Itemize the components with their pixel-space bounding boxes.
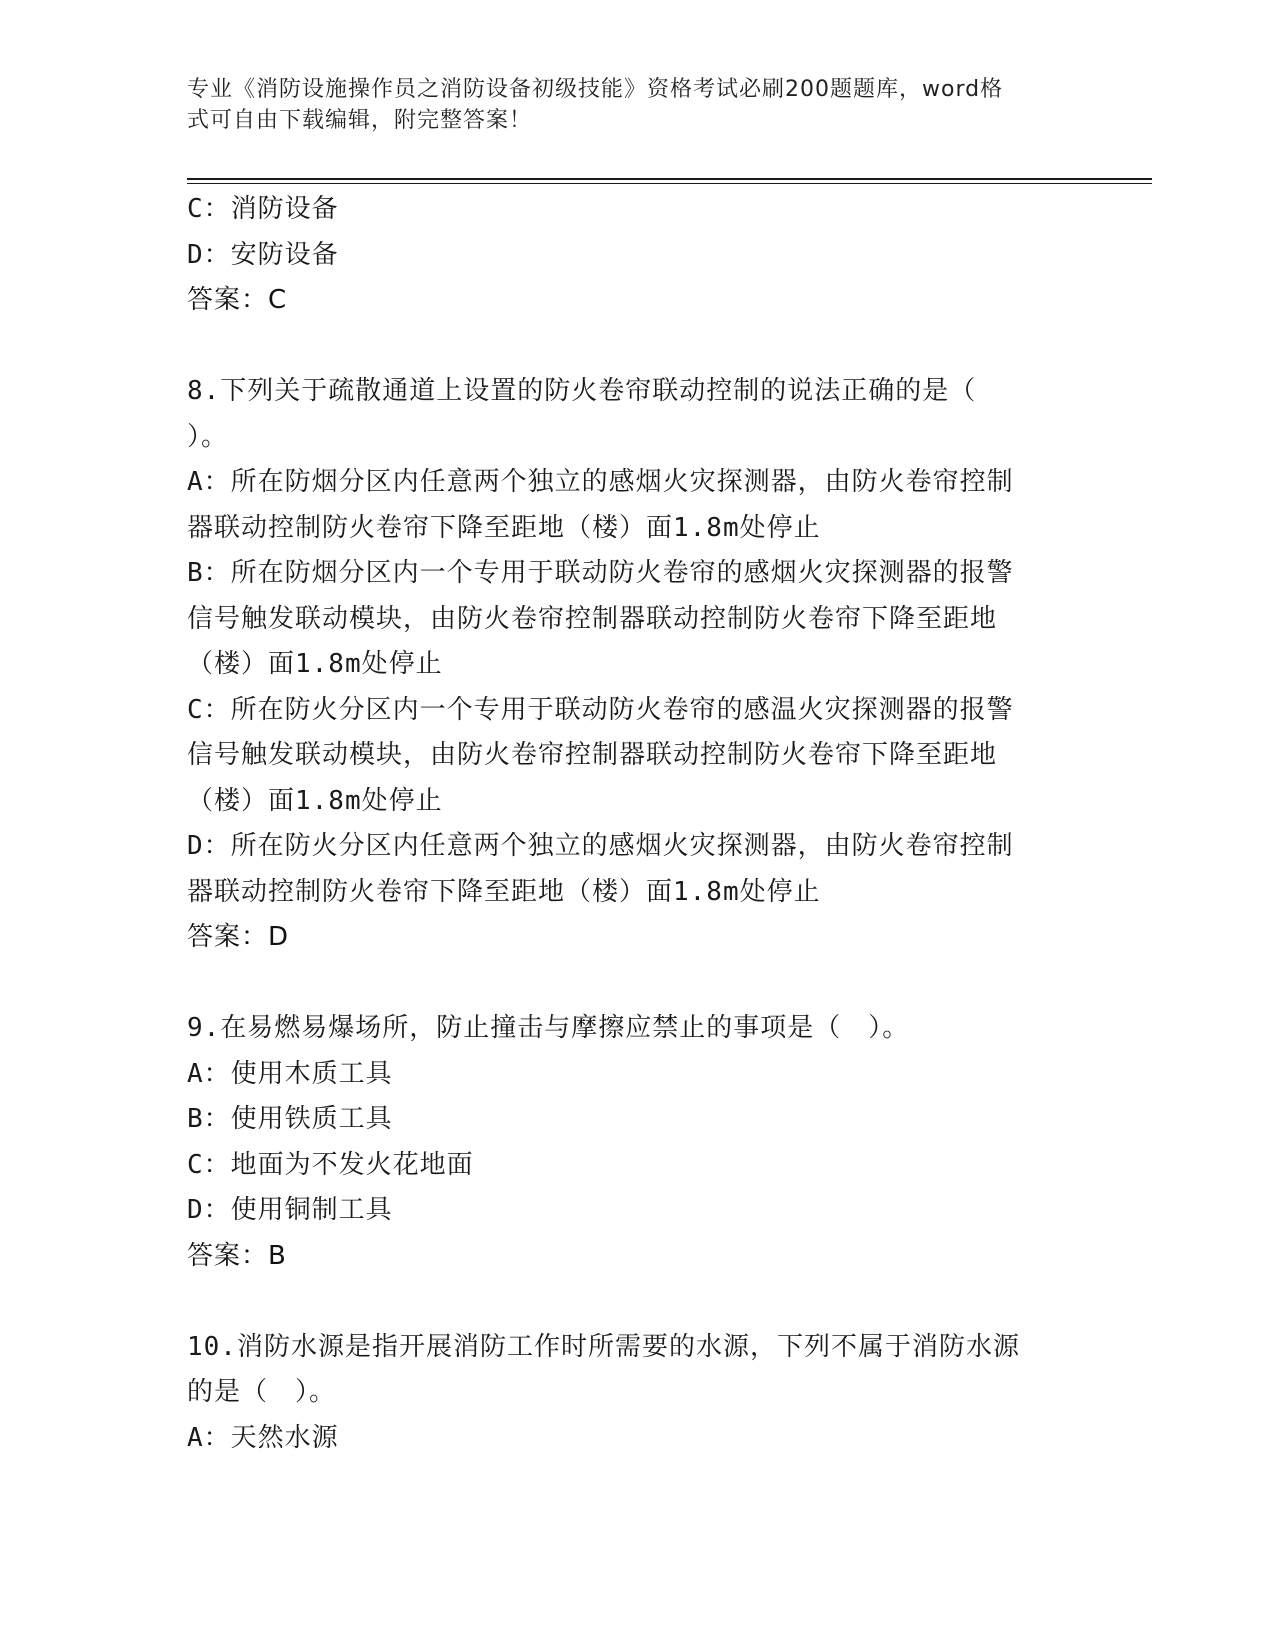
q7-option-c: C：消防设备 (187, 194, 339, 224)
q10-stem: 的是（ ）。 (187, 1377, 337, 1407)
q7-answer: 答案：C (187, 285, 288, 315)
document-header (187, 74, 1067, 136)
q8-option-c: 信号触发联动模块，由防火卷帘控制器联动控制防火卷帘下降至距地 (187, 740, 998, 770)
q8-option-b: 信号触发联动模块，由防火卷帘控制器联动控制防火卷帘下降至距地 (187, 603, 998, 634)
header-line-1: 专业《消防设施操作员之消防设备初级技能》资格考试必刷200题题库，word格 (187, 77, 1004, 102)
q8-option-b: （楼）面1.8m处停止 (187, 649, 443, 679)
q9-stem: 9.在易燃易爆场所，防止撞击与摩擦应禁止的事项是（ ）。 (187, 1013, 910, 1043)
q8-option-d: 器联动控制防火卷帘下降至距地（楼）面1.8m处停止 (187, 876, 821, 907)
q8-stem: 8.下列关于疏散通道上设置的防火卷帘联动控制的说法正确的是（ (187, 376, 977, 406)
q9-option-a: A：使用木质工具 (187, 1058, 393, 1089)
q8-answer: 答案：D (187, 922, 290, 952)
q8-option-a: 器联动控制防火卷帘下降至距地（楼）面1.8m处停止 (187, 512, 821, 543)
header-line-2: 式可自由下载编辑，附完整答案！ (187, 108, 533, 133)
q10-option-a: A：天然水源 (187, 1422, 339, 1453)
spacer (187, 1279, 1067, 1325)
q8-option-d: D：所在防火分区内任意两个独立的感烟火灾探测器，由防火卷帘控制 (187, 831, 1014, 861)
q9-answer: 答案：B (187, 1240, 287, 1271)
q8-option-c: C：所在防火分区内一个专用于联动防火卷帘的感温火灾探测器的报警 (187, 694, 1014, 725)
q8-option-b: B：所在防烟分区内一个专用于联动防火卷帘的感烟火灾探测器的报警 (187, 558, 1014, 588)
question-content (187, 187, 1067, 1461)
q9-option-d: D：使用铜制工具 (187, 1195, 393, 1225)
q8-option-a: A：所在防烟分区内任意两个独立的感烟火灾探测器，由防火卷帘控制 (187, 467, 1014, 497)
q10-stem: 10.消防水源是指开展消防工作时所需要的水源，下列不属于消防水源 (187, 1331, 1020, 1362)
q9-option-b: B：使用铁质工具 (187, 1104, 393, 1134)
spacer (187, 961, 1067, 1007)
q7-option-d: D：安防设备 (187, 239, 339, 270)
q8-stem: ）。 (187, 421, 229, 452)
header-divider-thin (187, 183, 1152, 184)
q8-option-c: （楼）面1.8m处停止 (187, 785, 443, 816)
spacer (187, 324, 1067, 370)
q9-option-c: C：地面为不发火花地面 (187, 1149, 474, 1180)
header-divider-thick (187, 178, 1152, 180)
